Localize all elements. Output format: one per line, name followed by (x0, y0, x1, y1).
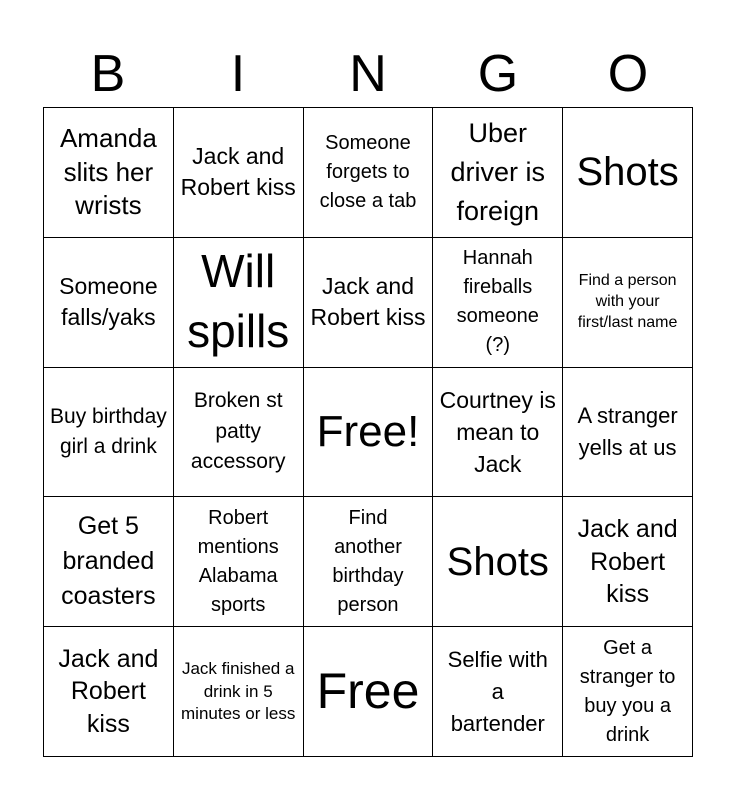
bingo-cell-r5c4[interactable] (433, 627, 563, 757)
cell-text: Buy birthday girl a drink (50, 404, 167, 458)
bingo-cell-r2c2[interactable] (174, 238, 304, 368)
cell-text: Jack and Robert kiss (180, 143, 296, 201)
cell-text: Get a stranger to buy you a drink (579, 636, 676, 746)
bingo-cell-r2c4[interactable] (433, 238, 563, 368)
bingo-cell-r3c5[interactable] (563, 368, 693, 498)
cell-text: Robert mentions Alabama sports (197, 506, 279, 616)
bingo-cell-r4c4[interactable] (433, 497, 563, 627)
header-letter-b: B (90, 45, 126, 103)
bingo-cell-r4c5[interactable] (563, 497, 693, 627)
cell-text: Jack and Robert kiss (310, 273, 426, 331)
cell-text: Someone falls/yaks (59, 273, 158, 331)
cell-text: Get 5 branded coasters (61, 512, 156, 611)
bingo-cell-r2c1[interactable] (44, 238, 174, 368)
bingo-cell-r3c3[interactable] (304, 368, 434, 498)
bingo-cell-r4c3[interactable] (304, 497, 434, 627)
cell-text: Jack and Robert kiss (577, 515, 678, 609)
header-letter-g: G (477, 45, 519, 103)
cell-text: Free (316, 662, 420, 719)
bingo-cell-r2c5[interactable] (563, 238, 693, 368)
cell-text: Broken st patty accessory (190, 389, 286, 474)
cell-text: Jack and Robert kiss (58, 644, 159, 738)
bingo-cell-r1c2[interactable] (174, 108, 304, 238)
bingo-cell-r3c1[interactable] (44, 368, 174, 498)
bingo-cell-r1c1[interactable] (44, 108, 174, 238)
cell-text: Jack finished a drink in 5 minutes or less (181, 659, 296, 723)
bingo-cell-r1c5[interactable] (563, 108, 693, 238)
header-letter-i: I (230, 45, 246, 103)
bingo-cell-r1c3[interactable] (304, 108, 434, 238)
cell-text: Hannah fireballs someone (?) (456, 247, 539, 357)
cell-text: Someone forgets to close a tab (319, 131, 417, 212)
cell-text: A stranger yells at us (577, 403, 678, 460)
cell-text: Selfie with a bartender (447, 646, 548, 736)
cell-text: Free! (316, 406, 420, 456)
cell-text: Find a person with your first/last name (577, 272, 678, 331)
bingo-cell-r5c5[interactable] (563, 627, 693, 757)
cell-text: Amanda slits her wrists (59, 122, 157, 221)
bingo-cell-r4c1[interactable] (44, 497, 174, 627)
cell-text: Shots (576, 150, 679, 195)
cell-text: Will spills (187, 245, 290, 358)
header-letter-o: O (607, 45, 649, 103)
bingo-cell-r3c4[interactable] (433, 368, 563, 498)
bingo-cell-r1c4[interactable] (433, 108, 563, 238)
header-letter-n: N (349, 45, 387, 103)
cell-text: Find another birthday person (332, 506, 404, 616)
bingo-cell-r2c3[interactable] (304, 238, 434, 368)
bingo-header (43, 40, 693, 108)
cell-text: Shots (446, 539, 549, 584)
bingo-cell-r5c1[interactable] (44, 627, 174, 757)
bingo-cell-r3c2[interactable] (174, 368, 304, 498)
bingo-cell-r5c2[interactable] (174, 627, 304, 757)
bingo-cell-r4c2[interactable] (174, 497, 304, 627)
cell-text: Uber driver is foreign (450, 117, 546, 226)
bingo-cell-r5c3[interactable] (304, 627, 434, 757)
cell-text: Courtney is mean to Jack (439, 386, 556, 478)
bingo-card (43, 107, 693, 757)
